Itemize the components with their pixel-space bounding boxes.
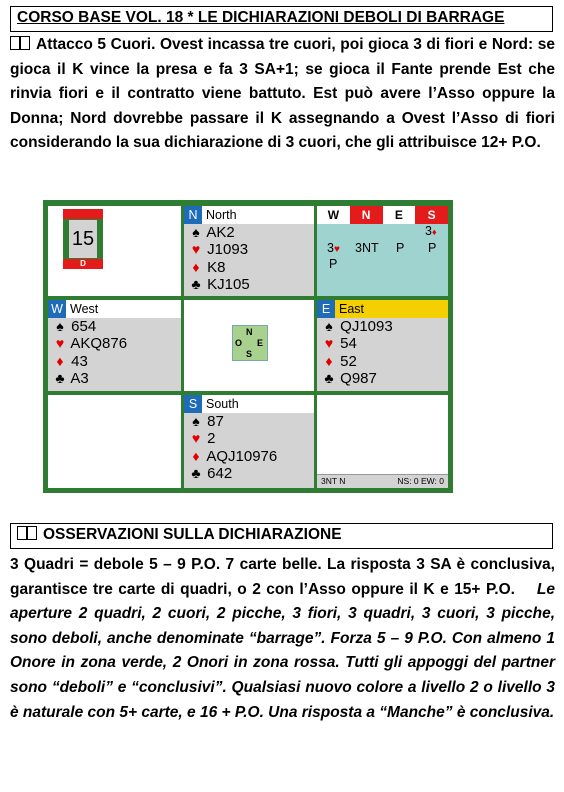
bid-col-south: S [415, 206, 448, 224]
compass-icon: N O E S [232, 325, 268, 361]
bid-col-west: W [317, 206, 350, 224]
seat-badge: S [184, 395, 202, 413]
intro-text: Attacco 5 Cuori. Ovest incassa tre cuori, poi gioca 3 di fiori e Nord: se gioca il K vince la presa e fa 3 SA+1; se gioca il Fante prende Est che rinvia fiori e il contratto viene battuto. Est può avere l’Asso oppure la Donna; Nord dovrebbe passare il K assegnando a Ovest l’Asso di fiori considerando la sua dichiarazione di 3 cuori, che gli attribuisce 12+ P.O. [10, 36, 555, 152]
bidding-header [317, 206, 448, 224]
seat-name: West [70, 302, 99, 316]
suit-row: ♠ 87 [184, 413, 314, 430]
seat-name: East [339, 302, 365, 316]
empty-cell [48, 395, 181, 488]
club-icon: ♣ [191, 276, 201, 293]
seat-badge: N [184, 206, 202, 224]
observations-paragraph [10, 553, 555, 725]
suit-row: ♥ J1093 [184, 241, 314, 258]
spade-icon: ♠ [192, 224, 200, 240]
heart-icon: ♥ [324, 335, 334, 352]
bid-north-1: 3NT [355, 241, 379, 255]
dealer-mark: D [80, 259, 86, 268]
seat-badge: E [317, 300, 335, 318]
table-center [184, 300, 314, 391]
bid-col-east: E [383, 206, 416, 224]
suit-row: ♦ 43 [48, 353, 181, 370]
suit-row: ♣ 642 [184, 465, 314, 482]
bid-east-1: P [396, 241, 405, 255]
score-label: NS: 0 EW: 0 [397, 476, 444, 486]
board-number: 15 [69, 220, 97, 258]
suit-row: ♠ AK2 [184, 224, 314, 241]
heart-icon: ♥ [191, 241, 201, 258]
diamond-icon: ♦ [56, 352, 64, 369]
intro-paragraph [10, 33, 555, 156]
south-hand [184, 395, 314, 488]
book-icon [17, 526, 37, 540]
spade-icon: ♠ [56, 318, 64, 334]
west-hand [48, 300, 181, 391]
bid-south-2: P [428, 241, 437, 255]
board-info [48, 206, 181, 296]
suit-row: ♦ AQJ10976 [184, 448, 314, 465]
bid-west-1: 3♥ [327, 241, 340, 255]
obs-bold-text: 3 Quadri = debole 5 – 9 P.O. 7 carte belle. La risposta 3 SA è conclusiva, garantisce tre carte di quadri, o 2 con l’Asso oppure il K e 15+ P.O. [10, 556, 555, 598]
north-hand [184, 206, 314, 296]
diamond-icon: ♦ [192, 258, 200, 275]
heart-icon: ♥ [55, 335, 65, 352]
seat-name: South [206, 397, 239, 411]
observations-header: OSSERVAZIONI SULLA DICHIARAZIONE [10, 523, 553, 549]
suit-row: ♦ 52 [317, 353, 448, 370]
obs-italic-text: Le aperture 2 quadri, 2 cuori, 2 picche, 3 fiori, 3 quadri, 3 cuori, 3 picche, sono deboli, anche denominate “barrage”. Forza 5 – 9 P.O. Con almeno 1 Onore in zona verde, 2 Onori in zona rossa. Tutti gli appoggi del partner sono “deboli” e “conclusivi”. Qualsiasi nuovo colore a livello 2 o livello 3 è naturale con 5+ carte, e 16 + P.O. Una risposta a “Manche” è conclusiva. [10, 580, 555, 721]
bidding-box [317, 206, 448, 296]
spade-icon: ♠ [325, 318, 333, 334]
seat-name: North [206, 208, 237, 222]
suit-row: ♥ 2 [184, 430, 314, 447]
bid-south-1: 3♦ [425, 224, 437, 238]
suit-row: ♣ A3 [48, 370, 181, 387]
seat-badge: W [48, 300, 66, 318]
east-hand [317, 300, 448, 391]
heart-icon: ♥ [191, 430, 201, 447]
club-icon: ♣ [191, 465, 201, 482]
suit-row: ♣ Q987 [317, 370, 448, 387]
bid-col-north: N [350, 206, 383, 224]
suit-row: ♥ 54 [317, 335, 448, 352]
diamond-icon: ♦ [192, 447, 200, 464]
diamond-icon: ♦ [325, 352, 333, 369]
suit-row: ♠ QJ1093 [317, 318, 448, 335]
header-title: CORSO BASE VOL. 18 * LE DICHIARAZIONI DEBOLI DI BARRAGE [10, 6, 553, 32]
suit-row: ♠ 654 [48, 318, 181, 335]
result-cell [317, 395, 448, 488]
bridge-diagram [43, 200, 453, 493]
bid-west-2: P [329, 257, 338, 271]
suit-row: ♣ KJ105 [184, 276, 314, 293]
suit-row: ♥ AKQ876 [48, 335, 181, 352]
suit-row: ♦ K8 [184, 259, 314, 276]
club-icon: ♣ [324, 370, 334, 387]
club-icon: ♣ [55, 370, 65, 387]
spade-icon: ♠ [192, 413, 200, 429]
book-icon [10, 36, 30, 50]
contract-label: 3NT N [321, 476, 346, 486]
